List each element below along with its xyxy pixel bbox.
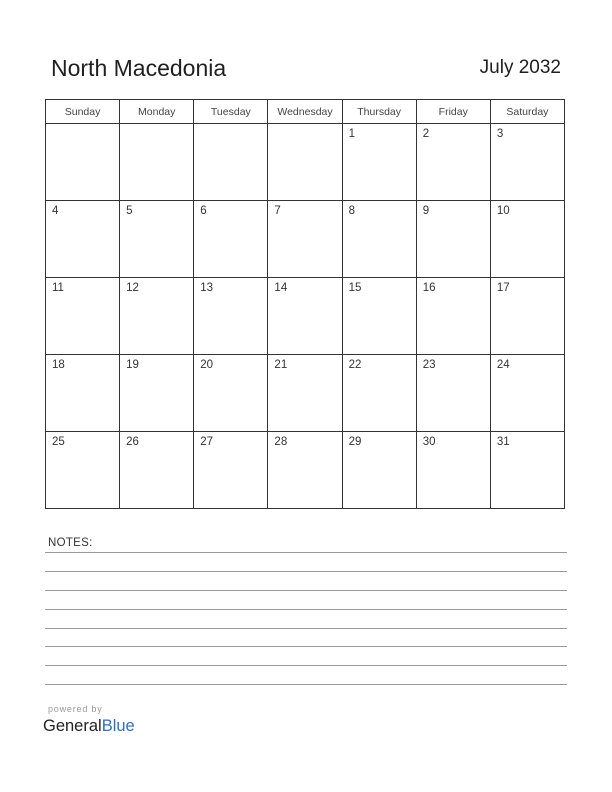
calendar-month-year: July 2032 xyxy=(479,57,561,78)
note-line xyxy=(45,590,567,591)
day-number: 13 xyxy=(200,282,214,294)
week-row xyxy=(46,278,565,355)
day-number: 26 xyxy=(126,436,139,448)
day-number: 29 xyxy=(348,436,362,448)
weekday-wednesday: Wednesday xyxy=(268,100,342,124)
calendar-grid xyxy=(45,99,565,509)
day-cell xyxy=(194,278,268,355)
brand-general: General xyxy=(43,717,102,735)
day-cell xyxy=(490,201,564,278)
day-cell xyxy=(46,278,120,355)
weekday-sunday: Sunday xyxy=(46,100,120,124)
day-number: 8 xyxy=(348,205,355,217)
day-cell xyxy=(46,432,120,509)
day-cell xyxy=(268,124,342,201)
day-number: 5 xyxy=(126,205,133,217)
day-number: 22 xyxy=(348,359,362,371)
day-cell xyxy=(268,278,342,355)
weekday-tuesday: Tuesday xyxy=(194,100,268,124)
brand-blue: Blue xyxy=(101,717,135,735)
day-number: 3 xyxy=(496,128,504,140)
day-number: 2 xyxy=(422,128,430,140)
weekday-friday: Friday xyxy=(416,100,490,124)
week-row xyxy=(46,355,565,432)
day-cell xyxy=(268,432,342,509)
day-cell xyxy=(194,355,268,432)
day-cell xyxy=(194,432,268,509)
day-number: 31 xyxy=(496,436,510,448)
day-cell xyxy=(342,124,416,201)
day-number: 12 xyxy=(126,282,139,294)
weekday-monday: Monday xyxy=(120,100,194,124)
day-number: 6 xyxy=(200,205,207,217)
day-cell xyxy=(490,124,564,201)
week-row xyxy=(46,432,565,509)
day-number: 1 xyxy=(348,128,355,140)
calendar-country-title: North Macedonia xyxy=(51,55,227,81)
day-cell xyxy=(194,124,268,201)
day-number: 4 xyxy=(52,205,59,217)
day-cell xyxy=(268,355,342,432)
day-number: 19 xyxy=(126,359,139,371)
day-number: 15 xyxy=(348,282,362,294)
day-number: 24 xyxy=(496,359,510,371)
weekday-thursday: Thursday xyxy=(342,100,416,124)
powered-by-text: powered by xyxy=(48,704,103,714)
day-cell xyxy=(120,201,194,278)
day-number: 21 xyxy=(274,359,288,371)
day-cell xyxy=(46,201,120,278)
day-cell xyxy=(416,432,490,509)
day-number: 16 xyxy=(422,282,436,294)
note-line xyxy=(45,609,567,610)
day-number: 17 xyxy=(496,282,510,294)
day-cell xyxy=(46,124,120,201)
day-cell xyxy=(120,124,194,201)
day-cell xyxy=(120,355,194,432)
note-line xyxy=(45,571,567,572)
note-line xyxy=(45,646,567,647)
weekday-saturday: Saturday xyxy=(490,100,564,124)
day-number: 28 xyxy=(274,436,288,448)
day-number: 18 xyxy=(52,359,65,371)
day-cell xyxy=(342,355,416,432)
day-cell xyxy=(490,355,564,432)
day-cell xyxy=(342,432,416,509)
day-cell xyxy=(416,355,490,432)
day-cell xyxy=(416,278,490,355)
day-number: 20 xyxy=(200,359,214,371)
week-row xyxy=(46,201,565,278)
note-line xyxy=(45,684,567,685)
day-cell xyxy=(268,201,342,278)
day-number: 27 xyxy=(200,436,214,448)
day-cell xyxy=(342,201,416,278)
day-number: 10 xyxy=(496,205,510,217)
day-number: 23 xyxy=(422,359,436,371)
day-number: 9 xyxy=(422,205,430,217)
day-number xyxy=(268,124,341,128)
day-number xyxy=(194,124,267,128)
day-cell xyxy=(120,278,194,355)
day-cell xyxy=(416,201,490,278)
day-number: 7 xyxy=(274,205,281,217)
notes-label: NOTES: xyxy=(48,537,93,549)
day-cell xyxy=(194,201,268,278)
day-cell xyxy=(46,355,120,432)
day-number xyxy=(120,124,193,128)
day-number: 30 xyxy=(422,436,436,448)
weekday-header-row xyxy=(46,100,565,124)
day-cell xyxy=(342,278,416,355)
note-line xyxy=(45,665,567,666)
day-cell xyxy=(490,432,564,509)
note-line xyxy=(45,552,567,553)
day-number xyxy=(46,124,119,128)
note-line xyxy=(45,628,567,629)
day-cell xyxy=(416,124,490,201)
day-number: 11 xyxy=(52,282,64,294)
week-row xyxy=(46,124,565,201)
day-number: 25 xyxy=(52,436,65,448)
day-cell xyxy=(490,278,564,355)
day-cell xyxy=(120,432,194,509)
day-number: 14 xyxy=(274,282,288,294)
generalblue-logo xyxy=(43,717,135,736)
